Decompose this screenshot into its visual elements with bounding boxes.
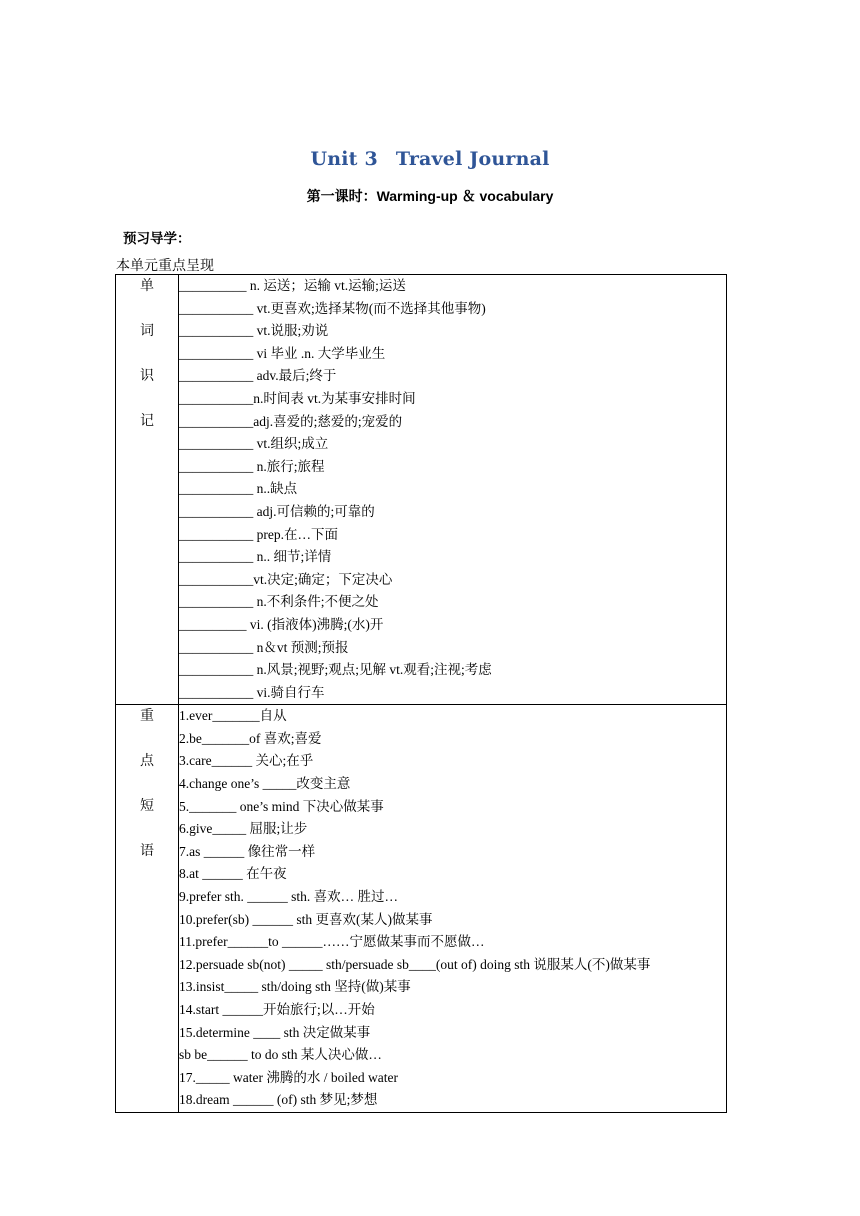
phrase-item: 5._______ one’s mind 下决心做某事: [179, 798, 384, 814]
phrase-item: 17._____ water 沸腾的水 / boiled water: [179, 1069, 398, 1085]
vocab-item: ___________ n.旅行;旅程: [179, 458, 325, 474]
vocab-item: ___________ n.风景;视野;观点;见解 vt.观看;注视;考虑: [179, 662, 492, 678]
unit-number: Unit 3: [310, 148, 378, 170]
phrases-label: [116, 705, 179, 1113]
side-char: 重: [140, 708, 154, 725]
phrase-item: 7.as ______ 像往常一样: [179, 843, 316, 859]
side-char: 语: [140, 843, 154, 860]
vocabulary-row: [116, 275, 727, 705]
key-points-table: [115, 274, 727, 1113]
vocab-item: ___________ n..缺点: [179, 481, 298, 497]
phrase-item: 6.give_____ 屈服;让步: [179, 821, 308, 837]
vocab-item: ___________ adj.可信赖的;可靠的: [179, 503, 375, 519]
vocabulary-list: [179, 275, 727, 705]
phrase-item: 2.be_______of 喜欢;喜爱: [179, 730, 322, 746]
phrases-row: [116, 705, 727, 1113]
vocab-item: __________ vi. (指液体)沸腾;(水)开: [179, 616, 384, 632]
vocab-item: ___________ vi 毕业 .n. 大学毕业生: [179, 345, 386, 361]
table-caption: 本单元重点呈现: [116, 258, 214, 274]
phrase-item: 8.at ______ 在午夜: [179, 866, 287, 882]
phrase-item: 10.prefer(sb) ______ sth 更喜欢(某人)做某事: [179, 911, 433, 927]
vocab-item: ___________ prep.在…下面: [179, 526, 338, 542]
side-char: 记: [140, 413, 154, 429]
side-char: 识: [140, 368, 154, 384]
unit-title: Travel Journal: [395, 148, 550, 170]
phrase-item: 3.care______ 关心;在乎: [179, 753, 314, 769]
phrase-item: 18.dream ______ (of) sth 梦见;梦想: [179, 1092, 378, 1108]
phrase-item: sb be______ to do sth 某人决心做…: [179, 1047, 382, 1063]
side-char: 点: [140, 753, 154, 770]
vocabulary-label: [116, 275, 179, 705]
phrases-list: [179, 705, 727, 1113]
phrase-item: 15.determine ____ sth 决定做某事: [179, 1024, 371, 1040]
vocab-item: ___________ vt.更喜欢;选择某物(而不选择其他事物): [179, 300, 486, 316]
phrase-item: 4.change one’s _____改变主意: [179, 776, 351, 792]
vocab-item: ___________ vi.骑自行车: [179, 684, 325, 700]
phrase-item: 14.start ______开始旅行;以…开始: [179, 1002, 375, 1017]
vocab-item: __________ n. 运送；运输 vt.运输;运送: [179, 278, 406, 293]
phrase-item: 13.insist_____ sth/doing sth 坚持(做)某事: [179, 979, 411, 995]
side-char: 单: [140, 278, 154, 294]
vocab-item: ___________ n.不利条件;不便之处: [179, 594, 379, 610]
page-title: [0, 148, 860, 170]
vocab-item: ___________ n.. 细节;详情: [179, 549, 332, 565]
vocab-item: ___________n.时间表 vt.为某事安排时间: [179, 390, 416, 406]
vocab-item: ___________ vt.组织;成立: [179, 436, 329, 452]
lesson-subtitle: 第一课时：Warming-up ＆ vocabulary: [306, 188, 554, 204]
phrase-item: 11.prefer______to ______……宁愿做某事而不愿做…: [179, 934, 485, 950]
section-heading: 预习导学：: [123, 231, 191, 247]
vocab-item: ___________adj.喜爱的;慈爱的;宠爱的: [179, 413, 403, 429]
phrase-item: 1.ever_______自从: [179, 708, 287, 724]
vocab-item: ___________ adv.最后;终于: [179, 368, 337, 384]
side-char: 短: [140, 798, 154, 815]
side-char: 词: [140, 323, 154, 339]
phrase-item: 12.persuade sb(not) _____ sth/persuade sb____(out of) doing sth 说服某人(不)做某事: [179, 956, 651, 972]
vocab-item: ___________ vt.说服;劝说: [179, 323, 329, 339]
phrase-item: 9.prefer sth. ______ sth. 喜欢… 胜过…: [179, 889, 398, 905]
vocab-item: ___________ n＆vt 预测;预报: [179, 639, 349, 655]
vocab-item: ___________vt.决定;确定；下定决心: [179, 571, 393, 587]
